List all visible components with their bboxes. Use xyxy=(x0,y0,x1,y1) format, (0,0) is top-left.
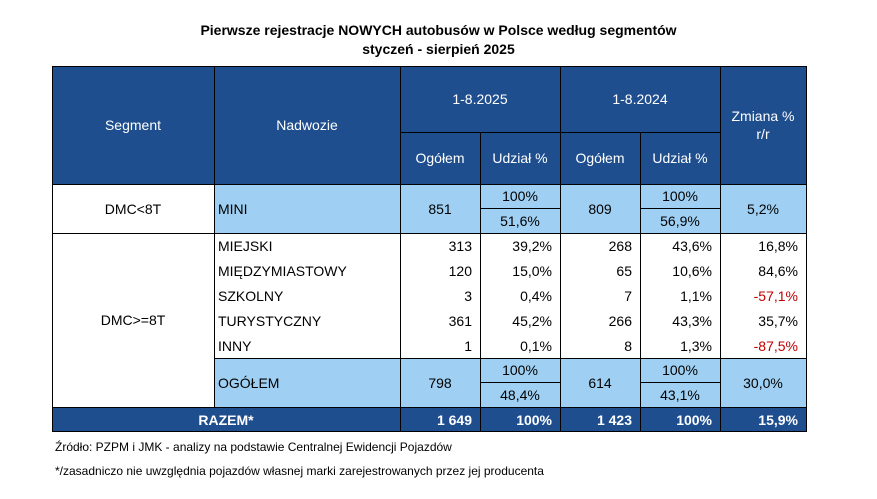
razem-udzial-2025: 100% xyxy=(480,407,560,432)
mini-share-total-2024: 100% xyxy=(640,184,720,208)
row-label: TURYSTYCZNY xyxy=(214,308,400,333)
ogolem-change: 30,0% xyxy=(720,358,806,407)
row-label: INNY xyxy=(214,333,400,358)
row-udzial-2024: 1,3% xyxy=(640,333,720,358)
table-title: Pierwsze rejestracje NOWYCH autobusów w Polsce według segmentów xyxy=(200,22,677,38)
ogolem-share-2024: 43,1% xyxy=(640,382,720,407)
row-label: MIĘDZYMIASTOWY xyxy=(214,258,400,283)
grid-line xyxy=(640,208,720,209)
grid-line xyxy=(480,208,560,209)
grid-line xyxy=(52,184,807,185)
row-change: 84,6% xyxy=(720,258,806,283)
header-ogolem-2025: Ogółem xyxy=(400,132,480,184)
header-udzial-2025: Udział % xyxy=(480,132,560,184)
row-change: -57,1% xyxy=(720,283,806,308)
row-udzial-2024: 10,6% xyxy=(640,258,720,283)
row-udzial-2025: 45,2% xyxy=(480,308,560,333)
row-udzial-2025: 39,2% xyxy=(480,233,560,258)
header-period-2025: 1-8.2025 xyxy=(400,66,560,132)
row-udzial-2025: 0,4% xyxy=(480,283,560,308)
ogolem-share-total-2024: 100% xyxy=(640,358,720,382)
header-zmiana-line1: Zmiana % xyxy=(731,108,795,124)
ogolem-share-total-2025: 100% xyxy=(480,358,560,382)
grid-line xyxy=(400,132,720,133)
footnote: */zasadniczo nie uwzględnia pojazdów własnej marki zarejestrowanych przez jej producenta xyxy=(55,464,544,478)
razem-udzial-2024: 100% xyxy=(640,407,720,432)
mini-ogolem-2025: 851 xyxy=(400,184,480,233)
grid-line xyxy=(720,66,721,432)
segment-small: DMC<8T xyxy=(52,184,214,233)
mini-change: 5,2% xyxy=(720,184,806,233)
row-change: -87,5% xyxy=(720,333,806,358)
segment-large: DMC>=8T xyxy=(52,233,214,407)
grid-line xyxy=(400,66,401,432)
row-udzial-2025: 15,0% xyxy=(480,258,560,283)
grid-line xyxy=(214,358,807,359)
row-ogolem-2025: 1 xyxy=(400,333,480,358)
mini-share-2024: 56,9% xyxy=(640,208,720,233)
row-ogolem-2024: 7 xyxy=(560,283,640,308)
razem-label: RAZEM* xyxy=(52,407,400,432)
row-label: SZKOLNY xyxy=(214,283,400,308)
razem-ogolem-2024: 1 423 xyxy=(560,407,640,432)
row-udzial-2024: 43,3% xyxy=(640,308,720,333)
row-ogolem-2025: 361 xyxy=(400,308,480,333)
header-segment: Segment xyxy=(52,66,214,184)
row-label: MIEJSKI xyxy=(214,233,400,258)
grid-line xyxy=(640,382,720,383)
grid-line xyxy=(480,132,481,432)
mini-share-total-2025: 100% xyxy=(480,184,560,208)
header-zmiana-line2: r/r xyxy=(756,126,770,142)
grid-line xyxy=(52,407,807,408)
grid-line xyxy=(214,66,215,407)
row-ogolem-2024: 268 xyxy=(560,233,640,258)
header-nadwozie: Nadwozie xyxy=(214,66,400,184)
row-ogolem-2024: 8 xyxy=(560,333,640,358)
grid-line xyxy=(560,66,561,432)
mini-share-2025: 51,6% xyxy=(480,208,560,233)
header-udzial-2024: Udział % xyxy=(640,132,720,184)
row-change: 16,8% xyxy=(720,233,806,258)
ogolem-share-2025: 48,4% xyxy=(480,382,560,407)
row-change: 35,7% xyxy=(720,308,806,333)
razem-change: 15,9% xyxy=(720,407,806,432)
row-udzial-2024: 43,6% xyxy=(640,233,720,258)
grid-line xyxy=(52,431,807,432)
mini-label: MINI xyxy=(214,184,400,233)
grid-line xyxy=(52,66,53,432)
table-subtitle: styczeń - sierpień 2025 xyxy=(362,41,515,57)
row-udzial-2025: 0,1% xyxy=(480,333,560,358)
header-ogolem-2024: Ogółem xyxy=(560,132,640,184)
ogolem-ogolem-2025: 798 xyxy=(400,358,480,407)
mini-ogolem-2024: 809 xyxy=(560,184,640,233)
grid-line xyxy=(52,66,807,67)
grid-line xyxy=(480,382,560,383)
row-ogolem-2025: 313 xyxy=(400,233,480,258)
row-ogolem-2024: 65 xyxy=(560,258,640,283)
grid-line xyxy=(52,233,807,234)
grid-line xyxy=(806,66,807,432)
source-note: Źródło: PZPM i JMK - analizy na podstawie Centralnej Ewidencji Pojazdów xyxy=(55,440,452,454)
razem-ogolem-2025: 1 649 xyxy=(400,407,480,432)
grid-line xyxy=(640,132,641,432)
header-zmiana xyxy=(720,66,806,184)
row-udzial-2024: 1,1% xyxy=(640,283,720,308)
header-period-2024: 1-8.2024 xyxy=(560,66,720,132)
row-ogolem-2025: 3 xyxy=(400,283,480,308)
row-ogolem-2025: 120 xyxy=(400,258,480,283)
ogolem-ogolem-2024: 614 xyxy=(560,358,640,407)
row-ogolem-2024: 266 xyxy=(560,308,640,333)
ogolem-label: OGÓŁEM xyxy=(214,358,400,407)
